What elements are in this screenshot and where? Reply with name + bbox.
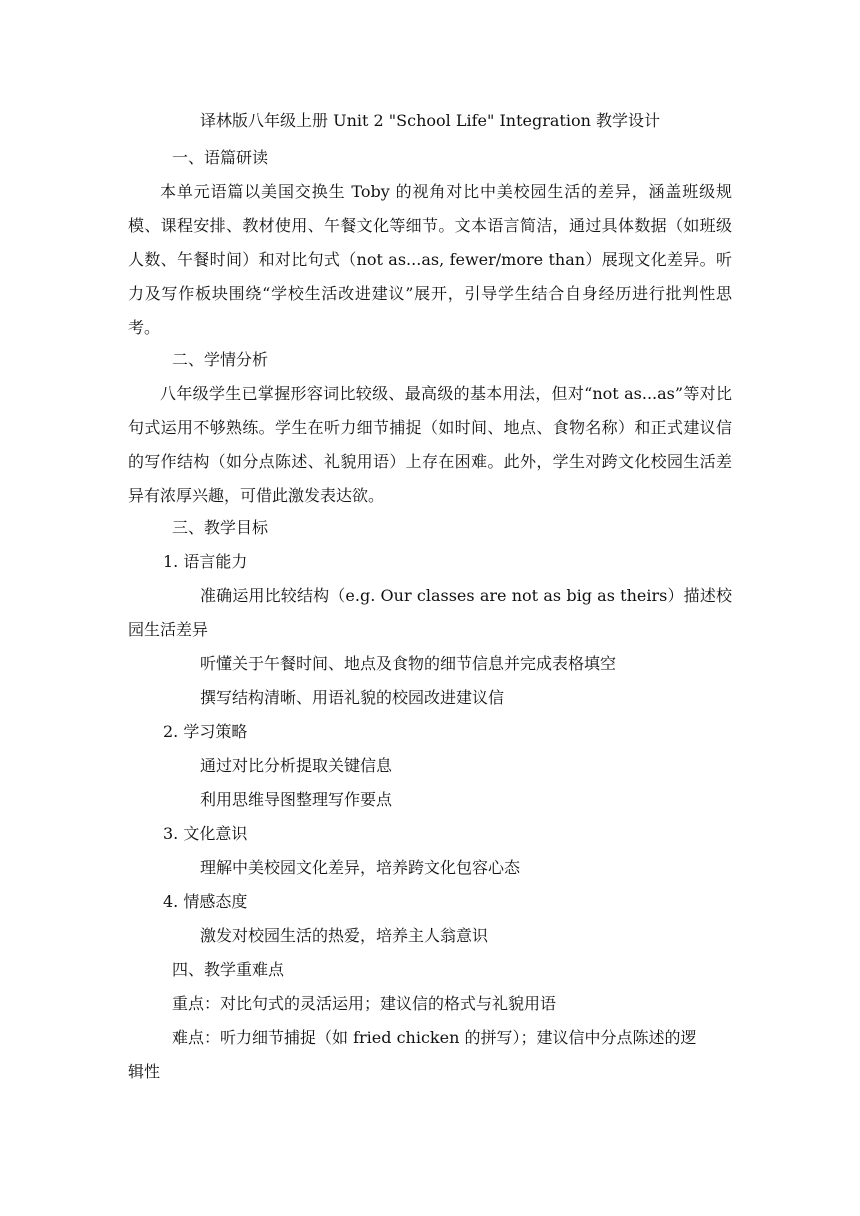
section-heading-text-study: 一、语篇研读 [172,148,269,167]
section-heading-key-points: 四、教学重难点 [172,960,285,979]
goal-item: 理解中美校园文化差异，培养跨文化包容心态 [200,858,521,877]
document-title: 译林版八年级上册 Unit 2 "School Life" Integration 教学设计 [200,111,660,130]
goal-item: 准确运用比较结构（e.g. Our classes are not as big as theirs）描述校园生活差异 [128,586,732,639]
goal-label-strategy: 2. 学习策略 [163,722,248,741]
goal-label-emotion: 4. 情感态度 [163,892,248,911]
goal-item: 通过对比分析提取关键信息 [200,756,393,775]
goal-item: 激发对校园生活的热爱，培养主人翁意识 [200,926,489,945]
goal-label-culture: 3. 文化意识 [163,824,248,843]
section-heading-student-analysis: 二、学情分析 [172,350,269,369]
section-heading-teaching-goals: 三、教学目标 [172,518,269,537]
section-paragraph-student-analysis: 八年级学生已掌握形容词比较级、最高级的基本用法，但对“not as...as”等对比句式运用不够熟练。学生在听力细节捕捉（如时间、地点、食物名称）和正式建议信的写作结构（如分点陈述、礼貌用语）上存在困难。此外，学生对跨文化校园生活差异有浓厚兴趣，可借此激发表达欲。 [128,384,732,505]
difficult-point-text: 难点：听力细节捕捉（如 fried chicken 的拼写）；建议信中分点陈述的逻 [172,1028,697,1047]
goal-label-language: 1. 语言能力 [163,552,248,571]
difficult-point-text-continued: 辑性 [128,1062,161,1081]
section-paragraph-text-study: 本单元语篇以美国交换生 Toby 的视角对比中美校园生活的差异，涵盖班级规模、课程安排、教材使用、午餐文化等细节。文本语言简洁，通过具体数据（如班级人数、午餐时间）和对比句式（not as...as, fewer/more than）展现文化差异。听力及写作板块围绕“学校生活改进建议”展开，引导学生结合自身经历进行批判性思考。 [128,182,732,337]
goal-item: 听懂关于午餐时间、地点及食物的细节信息并完成表格填空 [200,654,617,673]
key-point-text: 重点：对比句式的灵活运用；建议信的格式与礼貌用语 [172,994,557,1013]
goal-item: 利用思维导图整理写作要点 [200,790,393,809]
goal-item: 撰写结构清晰、用语礼貌的校园改进建议信 [200,688,505,707]
